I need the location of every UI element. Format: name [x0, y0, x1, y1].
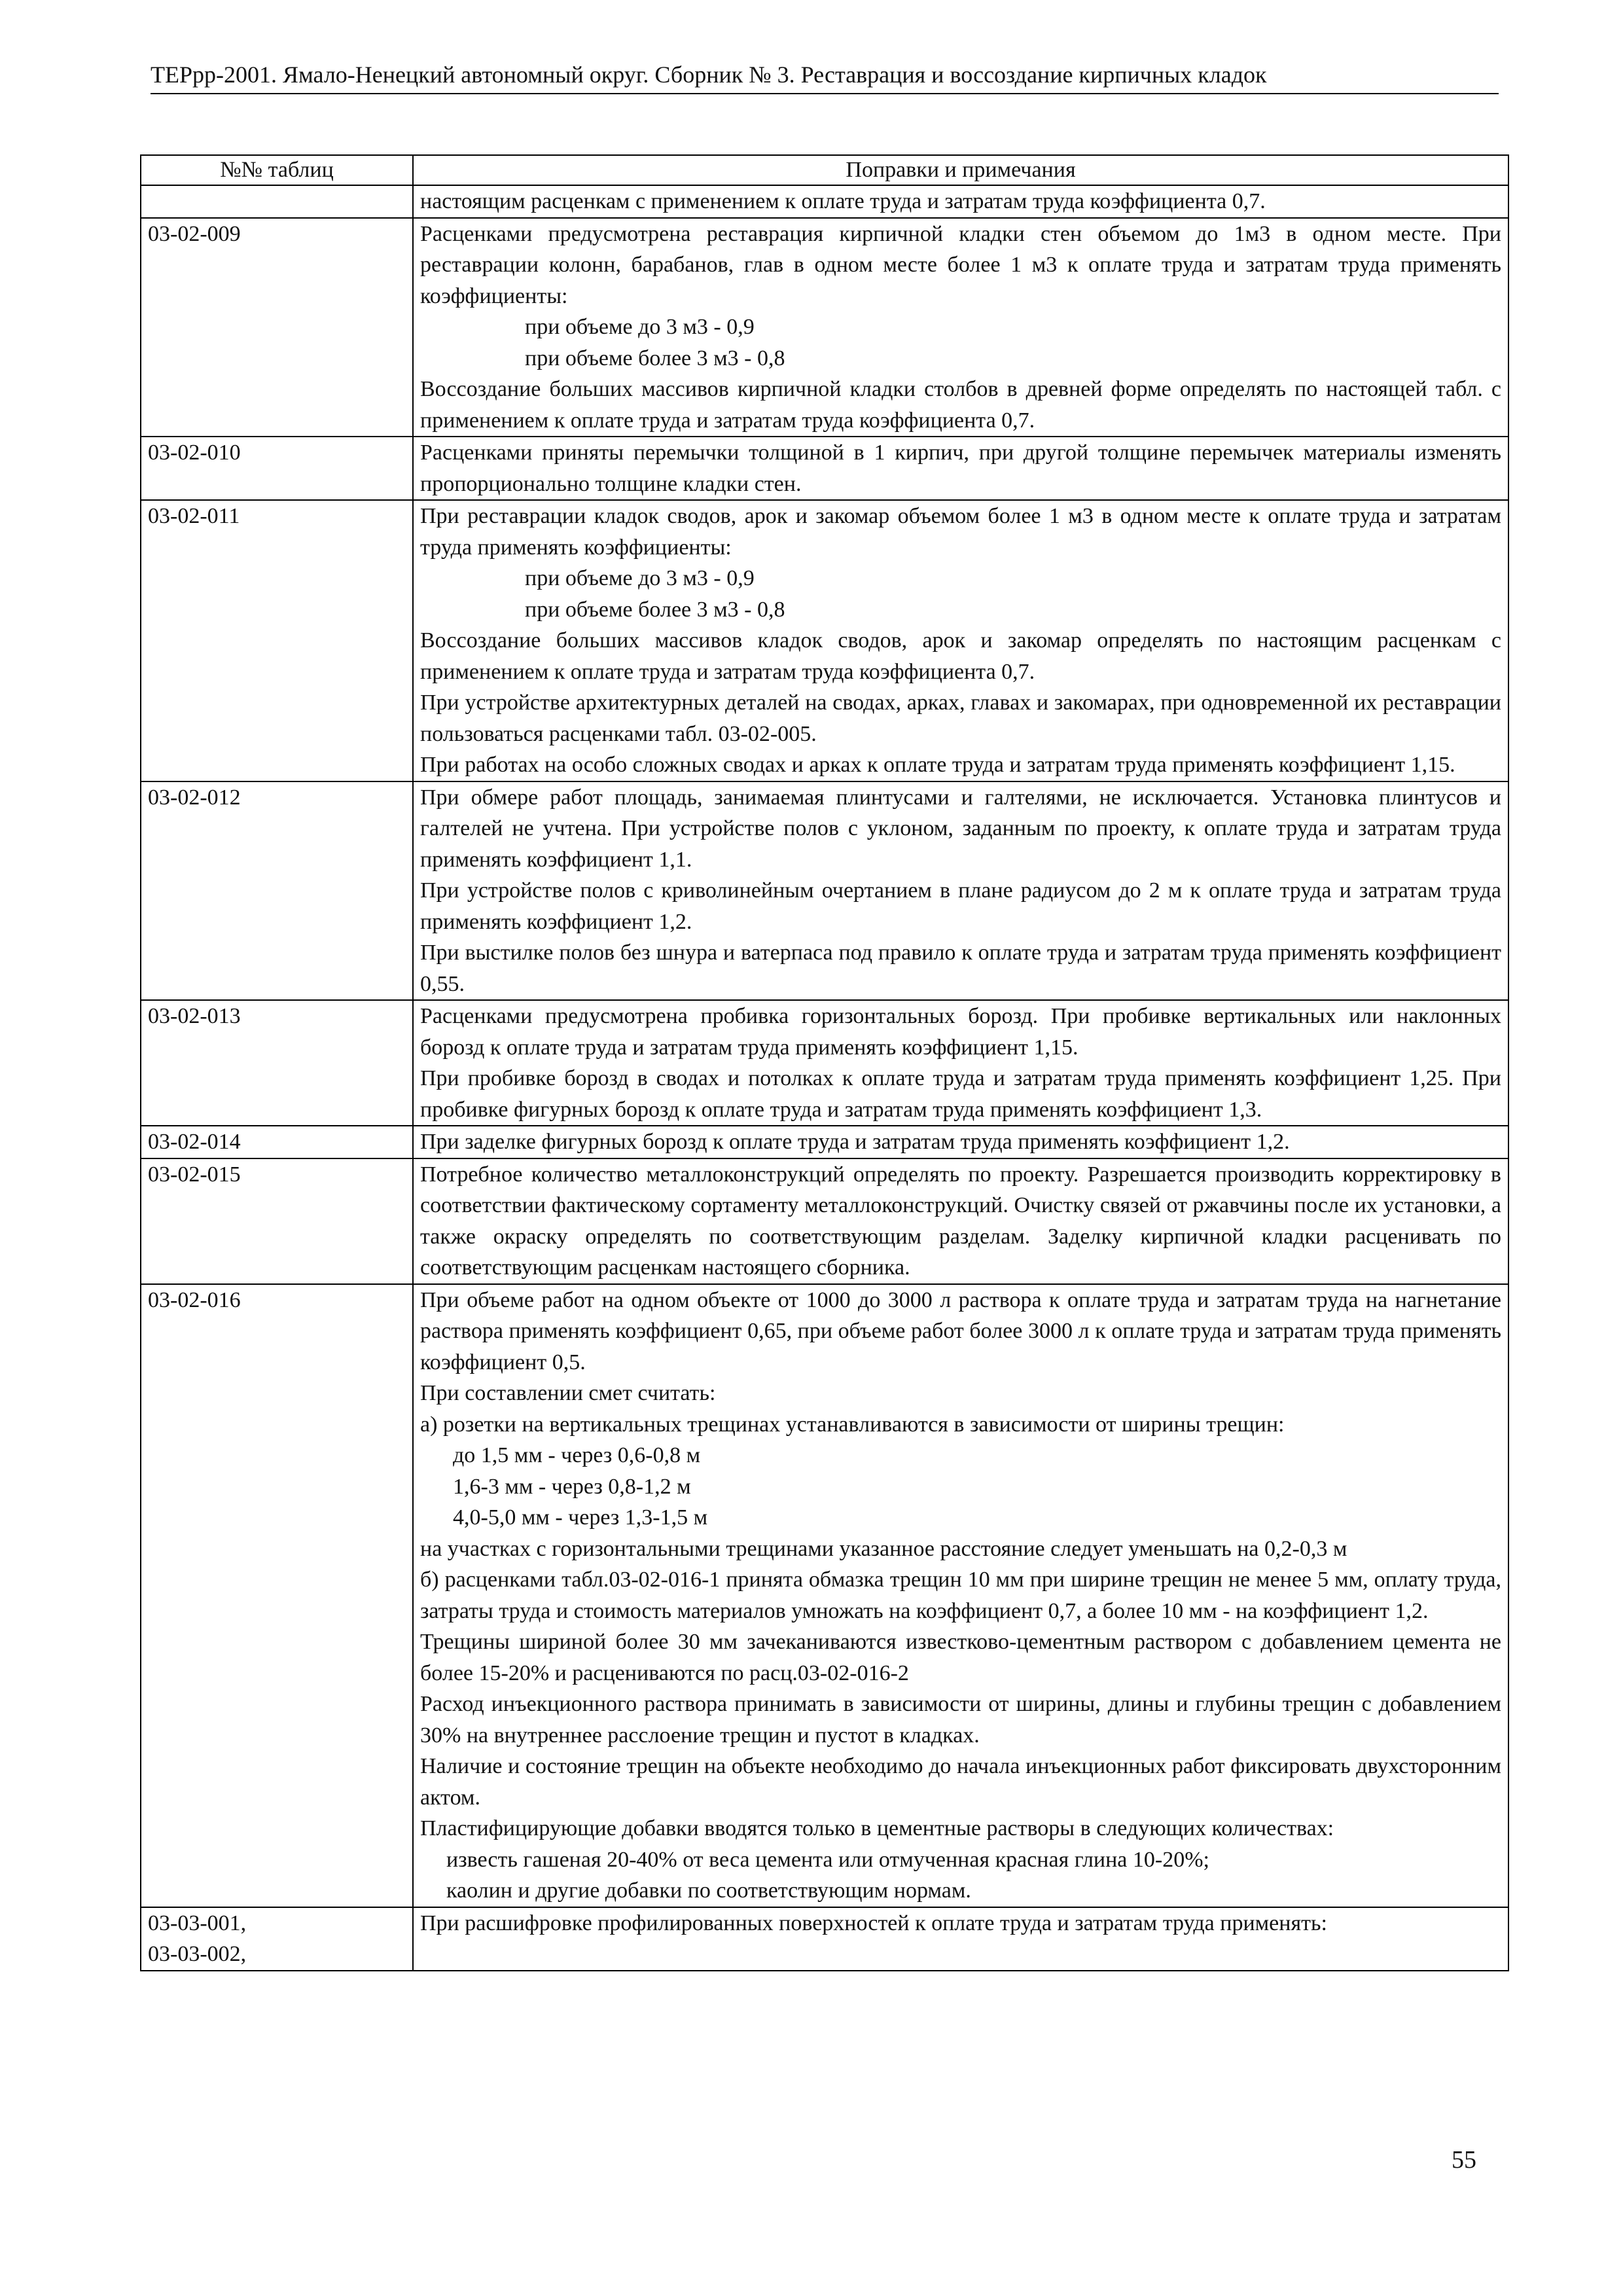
table-header-row	[141, 155, 1508, 185]
table-code-line: 03-03-001,	[148, 1910, 247, 1935]
table-code-cell: 03-02-012	[141, 781, 413, 1001]
note-line: Расценками предусмотрена реставрация кирпичной кладки стен объемом до 1м3 в одном месте. При реставрации колонн, барабанов, глав в одном месте более 1 м3 к оплате труда и затратам труда применять коэффициенты:	[420, 221, 1501, 308]
note-line: При реставрации кладок сводов, арок и закомар объемом более 1 м3 в одном месте к оплате труда и затратам труда применять коэффициенты:	[420, 504, 1501, 560]
table-code-cell: 03-02-009	[141, 218, 413, 437]
note-line: Воссоздание больших массивов кирпичной кладки столбов в древней форме определять по настоящей табл. с применением к оплате труда и затратам труда коэффициента 0,7.	[420, 377, 1501, 433]
table-code-cell: 03-02-011	[141, 500, 413, 781]
note-line: на участках с горизонтальными трещинами указанное расстояние следует уменьшать на 0,2-0,3 м	[420, 1536, 1347, 1561]
table-note-cell	[413, 1126, 1508, 1158]
column-header-tables: №№ таблиц	[141, 155, 413, 185]
note-line: При заделке фигурных борозд к оплате труда и затратам труда применять коэффициент 1,2.	[420, 1130, 1290, 1154]
note-line: При устройстве архитектурных деталей на сводах, арках, главах и закомарах, при одновременной их реставрации пользоваться расценками табл. 03-02-005.	[420, 691, 1501, 746]
table-row	[141, 1126, 1508, 1158]
notes-table	[140, 154, 1509, 1971]
table-row	[141, 1158, 1508, 1284]
note-line: известь гашеная 20-40% от веса цемента или отмученная красная глина 10-20%;	[446, 1847, 1209, 1872]
table-code-cell	[141, 185, 413, 218]
note-line: При обмере работ площадь, занимаемая плинтусами и галтелями, не исключается. Установка плинтусов и галтелей не учтена. При устройстве полов с уклоном, заданным по проекту, к оплате труда и затратам труда применять коэффициент 1,1.	[420, 785, 1501, 872]
table-row	[141, 437, 1508, 500]
table-code-cell: 03-02-015	[141, 1158, 413, 1284]
note-line: Наличие и состояние трещин на объекте необходимо до начала инъекционных работ фиксировать двухсторонним актом.	[420, 1754, 1501, 1810]
note-line: При пробивке борозд в сводах и потолках к оплате труда и затратам труда применять коэффициент 1,25. При пробивке фигурных борозд к оплате труда и затратам труда применять коэффициент 1,3.	[420, 1066, 1501, 1122]
table-code-cell: 03-02-013	[141, 1000, 413, 1126]
note-line: При составлении смет считать:	[420, 1381, 716, 1405]
note-line: Воссоздание больших массивов кладок сводов, арок и закомар определять по настоящим расценкам с применением к оплате труда и затратам труда коэффициента 0,7.	[420, 628, 1501, 684]
table-note-cell	[413, 781, 1508, 1001]
table-note-cell	[413, 437, 1508, 500]
note-line: Трещины шириной более 30 мм зачеканиваются известково-цементным раствором с добавлением цемента не более 15-20% и расцениваются по расц.03-02-016-2	[420, 1630, 1501, 1685]
note-line: настоящим расценкам с применением к оплате труда и затратам труда коэффициента 0,7.	[420, 189, 1266, 213]
note-line: до 1,5 мм - через 0,6-0,8 м	[453, 1443, 701, 1467]
note-line: При расшифровке профилированных поверхностей к оплате труда и затратам труда применять:	[420, 1910, 1327, 1935]
note-line: каолин и другие добавки по соответствующим нормам.	[446, 1878, 971, 1903]
note-line: при объеме более 3 м3 - 0,8	[525, 346, 785, 370]
table-row	[141, 185, 1508, 218]
note-line: при объеме до 3 м3 - 0,9	[525, 315, 755, 339]
table-note-cell	[413, 1158, 1508, 1284]
note-line: Расценками приняты перемычки толщиной в 1 кирпич, при другой толщине перемычек материалы изменять пропорционально толщине кладки стен.	[420, 440, 1501, 496]
table-code-cell: 03-02-010	[141, 437, 413, 500]
table-note-cell	[413, 1284, 1508, 1907]
note-line: При работах на особо сложных сводах и арках к оплате труда и затратам труда применять коэффициент 1,15.	[420, 753, 1455, 777]
table-row	[141, 1284, 1508, 1907]
table-note-cell	[413, 1907, 1508, 1971]
table-note-cell	[413, 1000, 1508, 1126]
column-header-notes: Поправки и примечания	[413, 155, 1508, 185]
note-line: 4,0-5,0 мм - через 1,3-1,5 м	[453, 1505, 708, 1530]
table-code-cell: 03-02-014	[141, 1126, 413, 1158]
note-line: При объеме работ на одном объекте от 1000 до 3000 л раствора к оплате труда и затратам труда на нагнетание раствора применять коэффициент 0,65, при объеме работ более 3000 л к оплате труда и затратам труда применять коэффициент 0,5.	[420, 1287, 1501, 1374]
note-line: 1,6-3 мм - через 0,8-1,2 м	[453, 1474, 691, 1499]
table-row	[141, 500, 1508, 781]
note-line: Расценками предусмотрена пробивка горизонтальных борозд. При пробивке вертикальных или наклонных борозд к оплате труда и затратам труда применять коэффициент 1,15.	[420, 1004, 1501, 1060]
table-note-cell	[413, 185, 1508, 218]
page-number: 55	[1452, 2146, 1476, 2174]
note-line: при объеме более 3 м3 - 0,8	[525, 597, 785, 622]
table-row	[141, 1000, 1508, 1126]
table-code-cell: 03-02-016	[141, 1284, 413, 1907]
note-line: Пластифицирующие добавки вводятся только в цементные растворы в следующих количествах:	[420, 1816, 1334, 1840]
table-row	[141, 1907, 1508, 1971]
table-code-line: 03-03-002,	[148, 1942, 247, 1966]
table-note-cell	[413, 218, 1508, 437]
table-note-cell	[413, 500, 1508, 781]
table-code-cell	[141, 1907, 413, 1971]
table-row	[141, 781, 1508, 1001]
note-line: а) розетки на вертикальных трещинах устанавливаются в зависимости от ширины трещин:	[420, 1412, 1285, 1437]
note-line: При выстилке полов без шнура и ватерпаса под правило к оплате труда и затратам труда применять коэффициент 0,55.	[420, 941, 1501, 996]
table-row	[141, 218, 1508, 437]
note-line: б) расценками табл.03-02-016-1 принята обмазка трещин 10 мм при ширине трещин не менее 5 мм, оплату труда, затраты труда и стоимость материалов умножать на коэффициент 0,7, а более 10 мм - на коэффициент 1,2.	[420, 1568, 1501, 1623]
note-line: Потребное количество металлоконструкций определять по проекту. Разрешается производить корректировку в соответствии фактическому сортаменту металлоконструкций. Очистку связей от ржавчины после их установки, а также окраску определять по соответствующим разделам. Заделку кирпичной кладки расценивать по соответствующим расценкам настоящего сборника.	[420, 1162, 1501, 1280]
note-line: При устройстве полов с криволинейным очертанием в плане радиусом до 2 м к оплате труда и затратам труда применять коэффициент 1,2.	[420, 878, 1501, 934]
note-line: Расход инъекционного раствора принимать в зависимости от ширины, длины и глубины трещин с добавлением 30% на внутреннее расслоение трещин и пустот в кладках.	[420, 1692, 1501, 1748]
page-header: ТЕРрр-2001. Ямало-Ненецкий автономный округ. Сборник № 3. Реставрация и воссоздание кирпичных кладок	[151, 60, 1499, 94]
note-line: при объеме до 3 м3 - 0,9	[525, 566, 755, 590]
